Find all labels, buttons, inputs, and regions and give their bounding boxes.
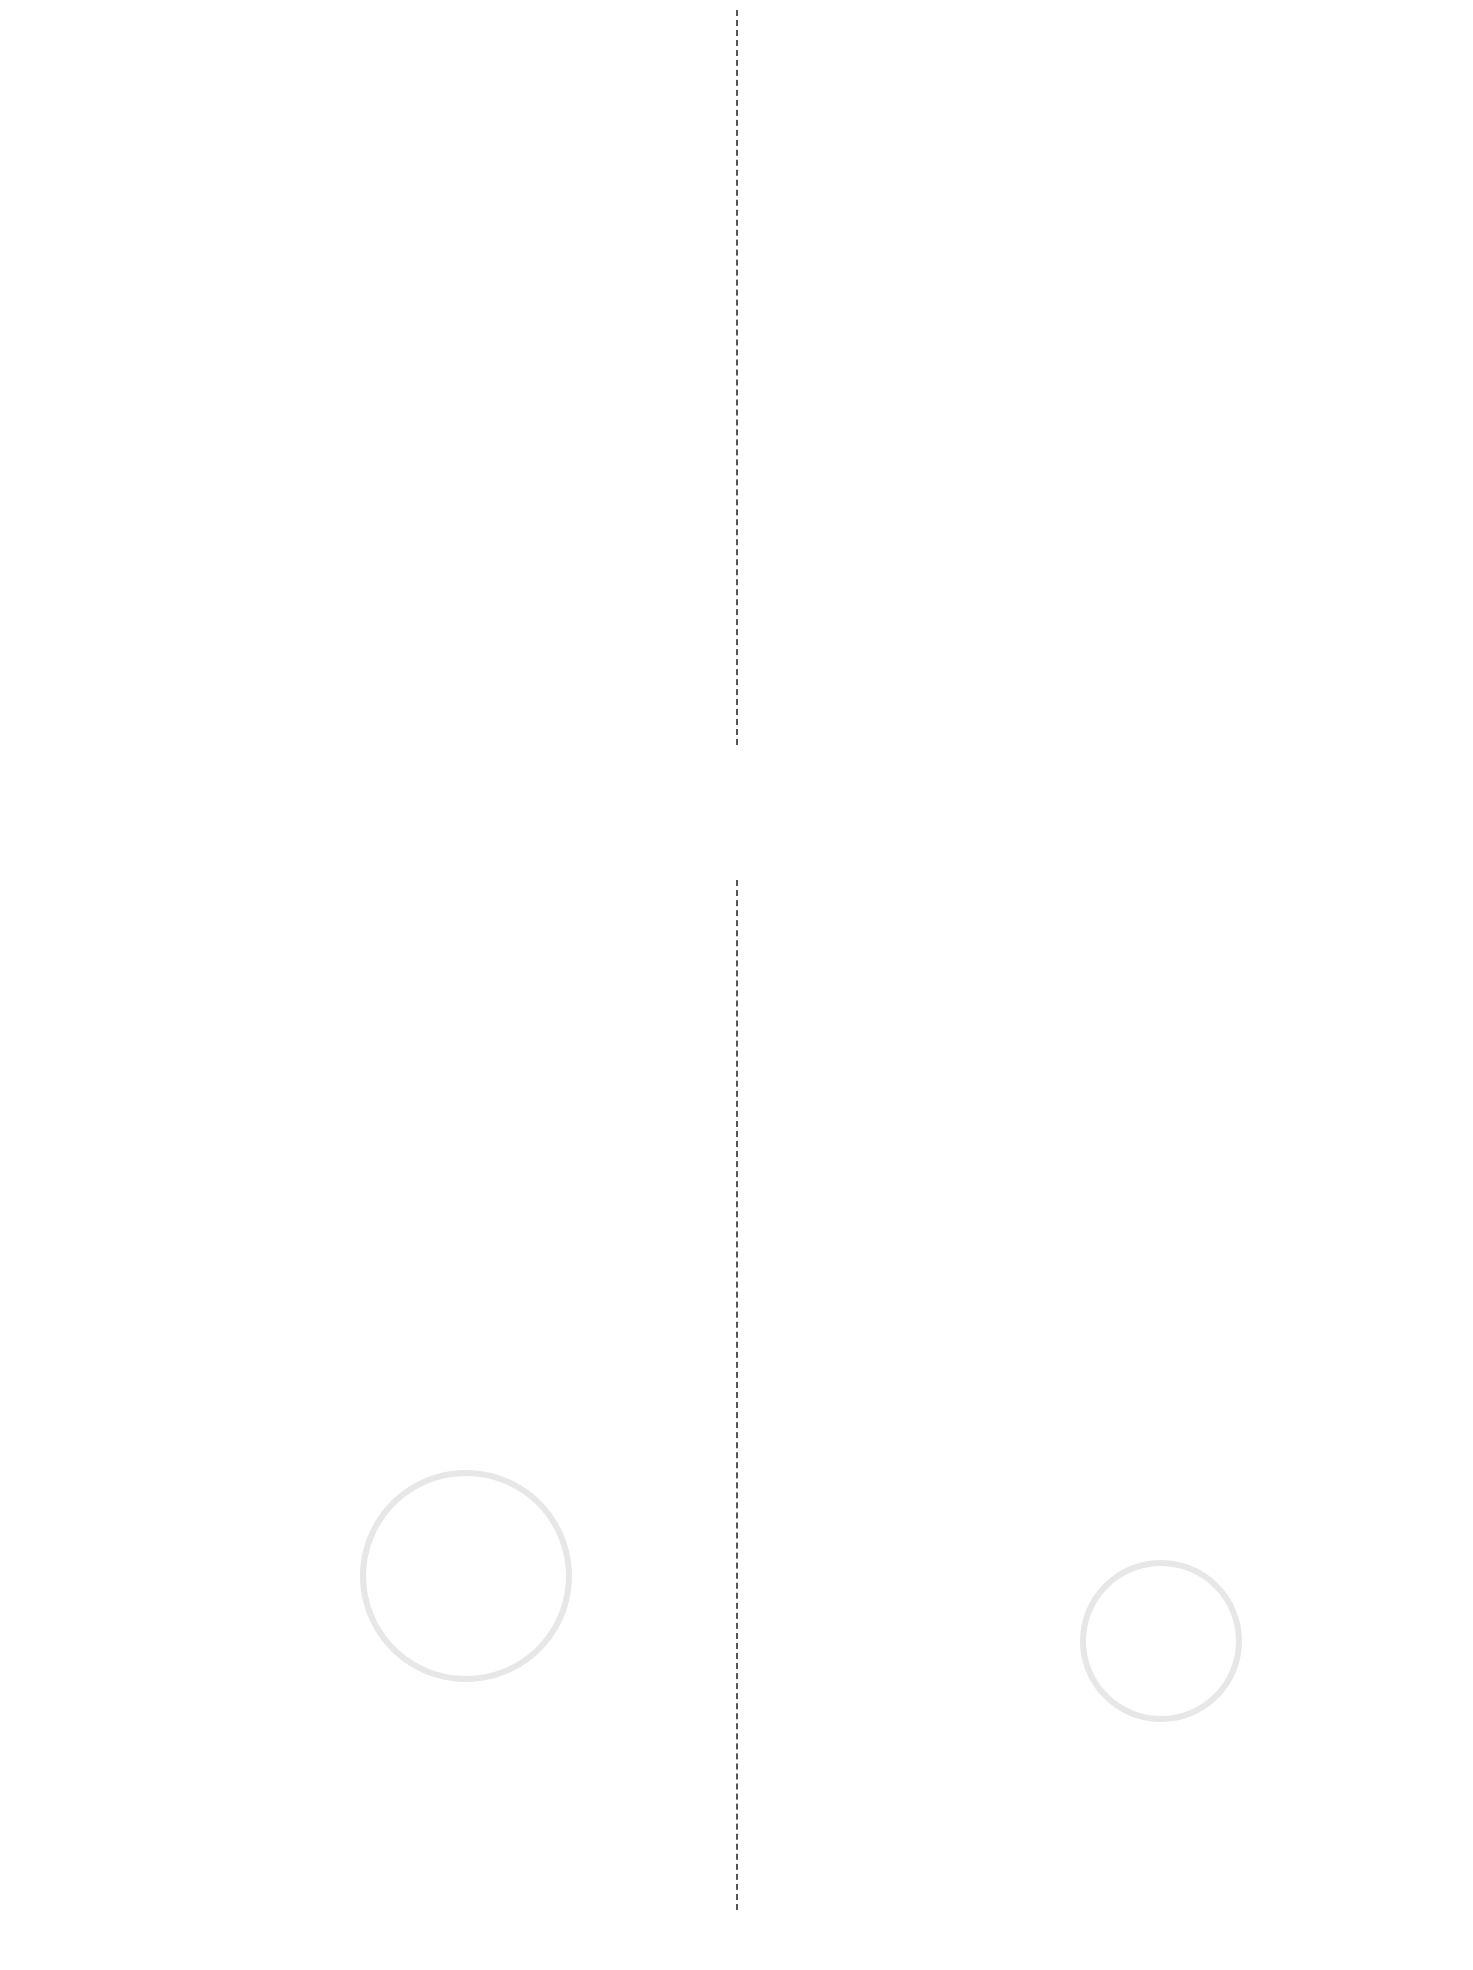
watermark-stamp xyxy=(360,1470,572,1682)
top-column-divider xyxy=(736,10,738,745)
watermark-stamp-2 xyxy=(1080,1560,1242,1722)
bottom-column-divider xyxy=(736,880,738,1910)
